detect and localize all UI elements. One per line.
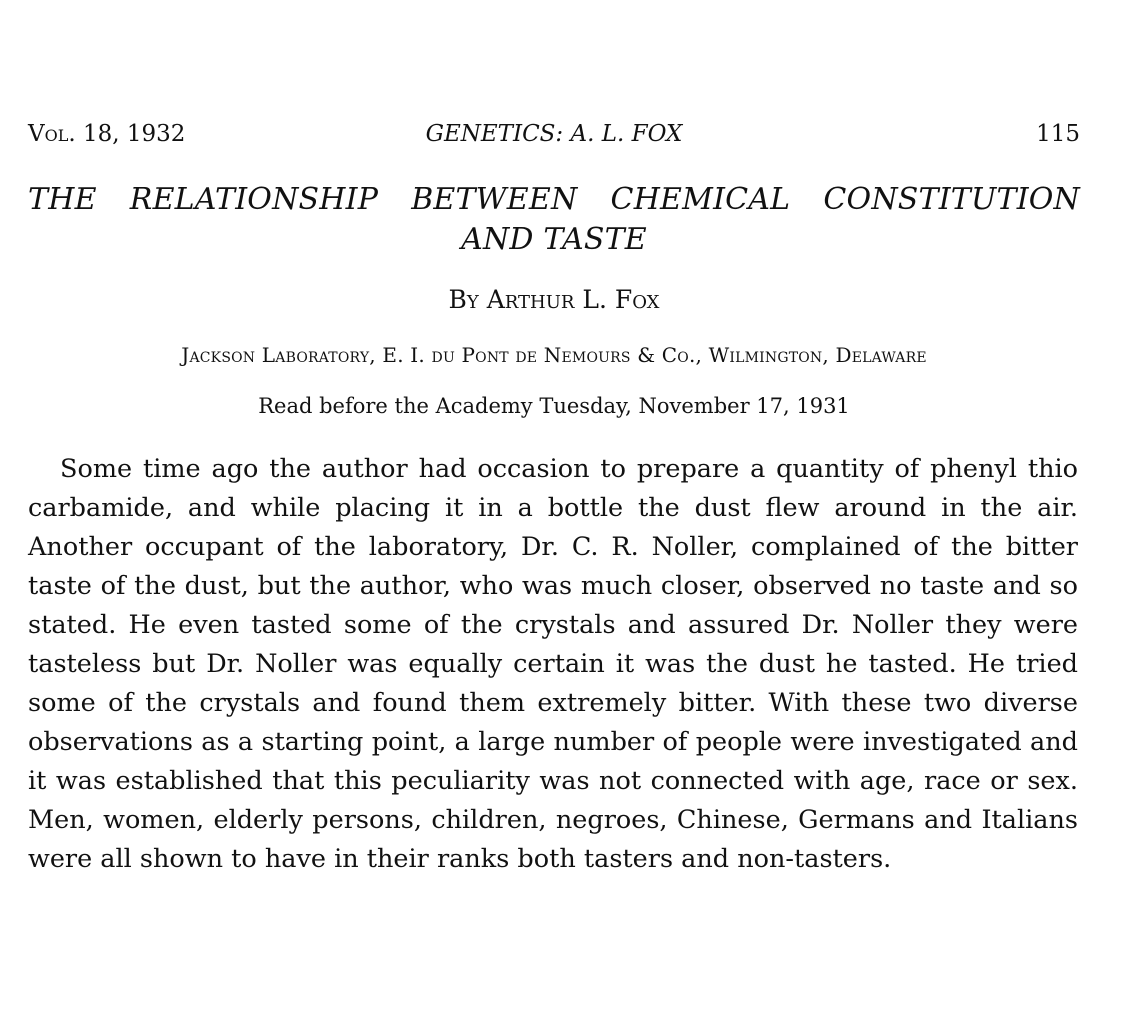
- article-title-line-1: THE RELATIONSHIP BETWEEN CHEMICAL CONSTITUTION: [28, 182, 1080, 217]
- section-header: GENETICS: A. L. FOX: [425, 121, 683, 147]
- volume-year: Vol. 18, 1932: [28, 121, 186, 147]
- body-paragraph: Some time ago the author had occasion to prepare a quantity of phenyl thio carbamide, and while placing it in a bottle the dust flew around in the air. Another occupant of the laboratory, Dr. C. R. Noller, complained of the bitter taste of the dust, but the author, who was much closer, observed no taste and so stated. He even tasted some of the crystals and assured Dr. Noller they were tasteless but Dr. Noller was equally certain it was the dust he tasted. He tried some of the crystals and found them extremely bitter. With these two diverse observations as a starting point, a large number of people were investigated and it was established that this peculiarity was not connected with age, race or sex. Men, women, elderly persons, children, negroes, Chinese, Germans and Italians were all shown to have in their ranks both tasters and non-tasters.: [28, 454, 1078, 874]
- read-date: Read before the Academy Tuesday, November 17, 1931: [258, 394, 850, 418]
- running-head: [28, 117, 1080, 151]
- author-affiliation: Jackson Laboratory, E. I. du Pont de Nemours & Co., Wilmington, Delaware: [181, 343, 927, 367]
- article-title-line-2: AND TASTE: [461, 222, 647, 257]
- article-title: [28, 180, 1080, 260]
- author-byline: By Arthur L. Fox: [448, 285, 660, 314]
- page-number: 115: [1036, 121, 1080, 147]
